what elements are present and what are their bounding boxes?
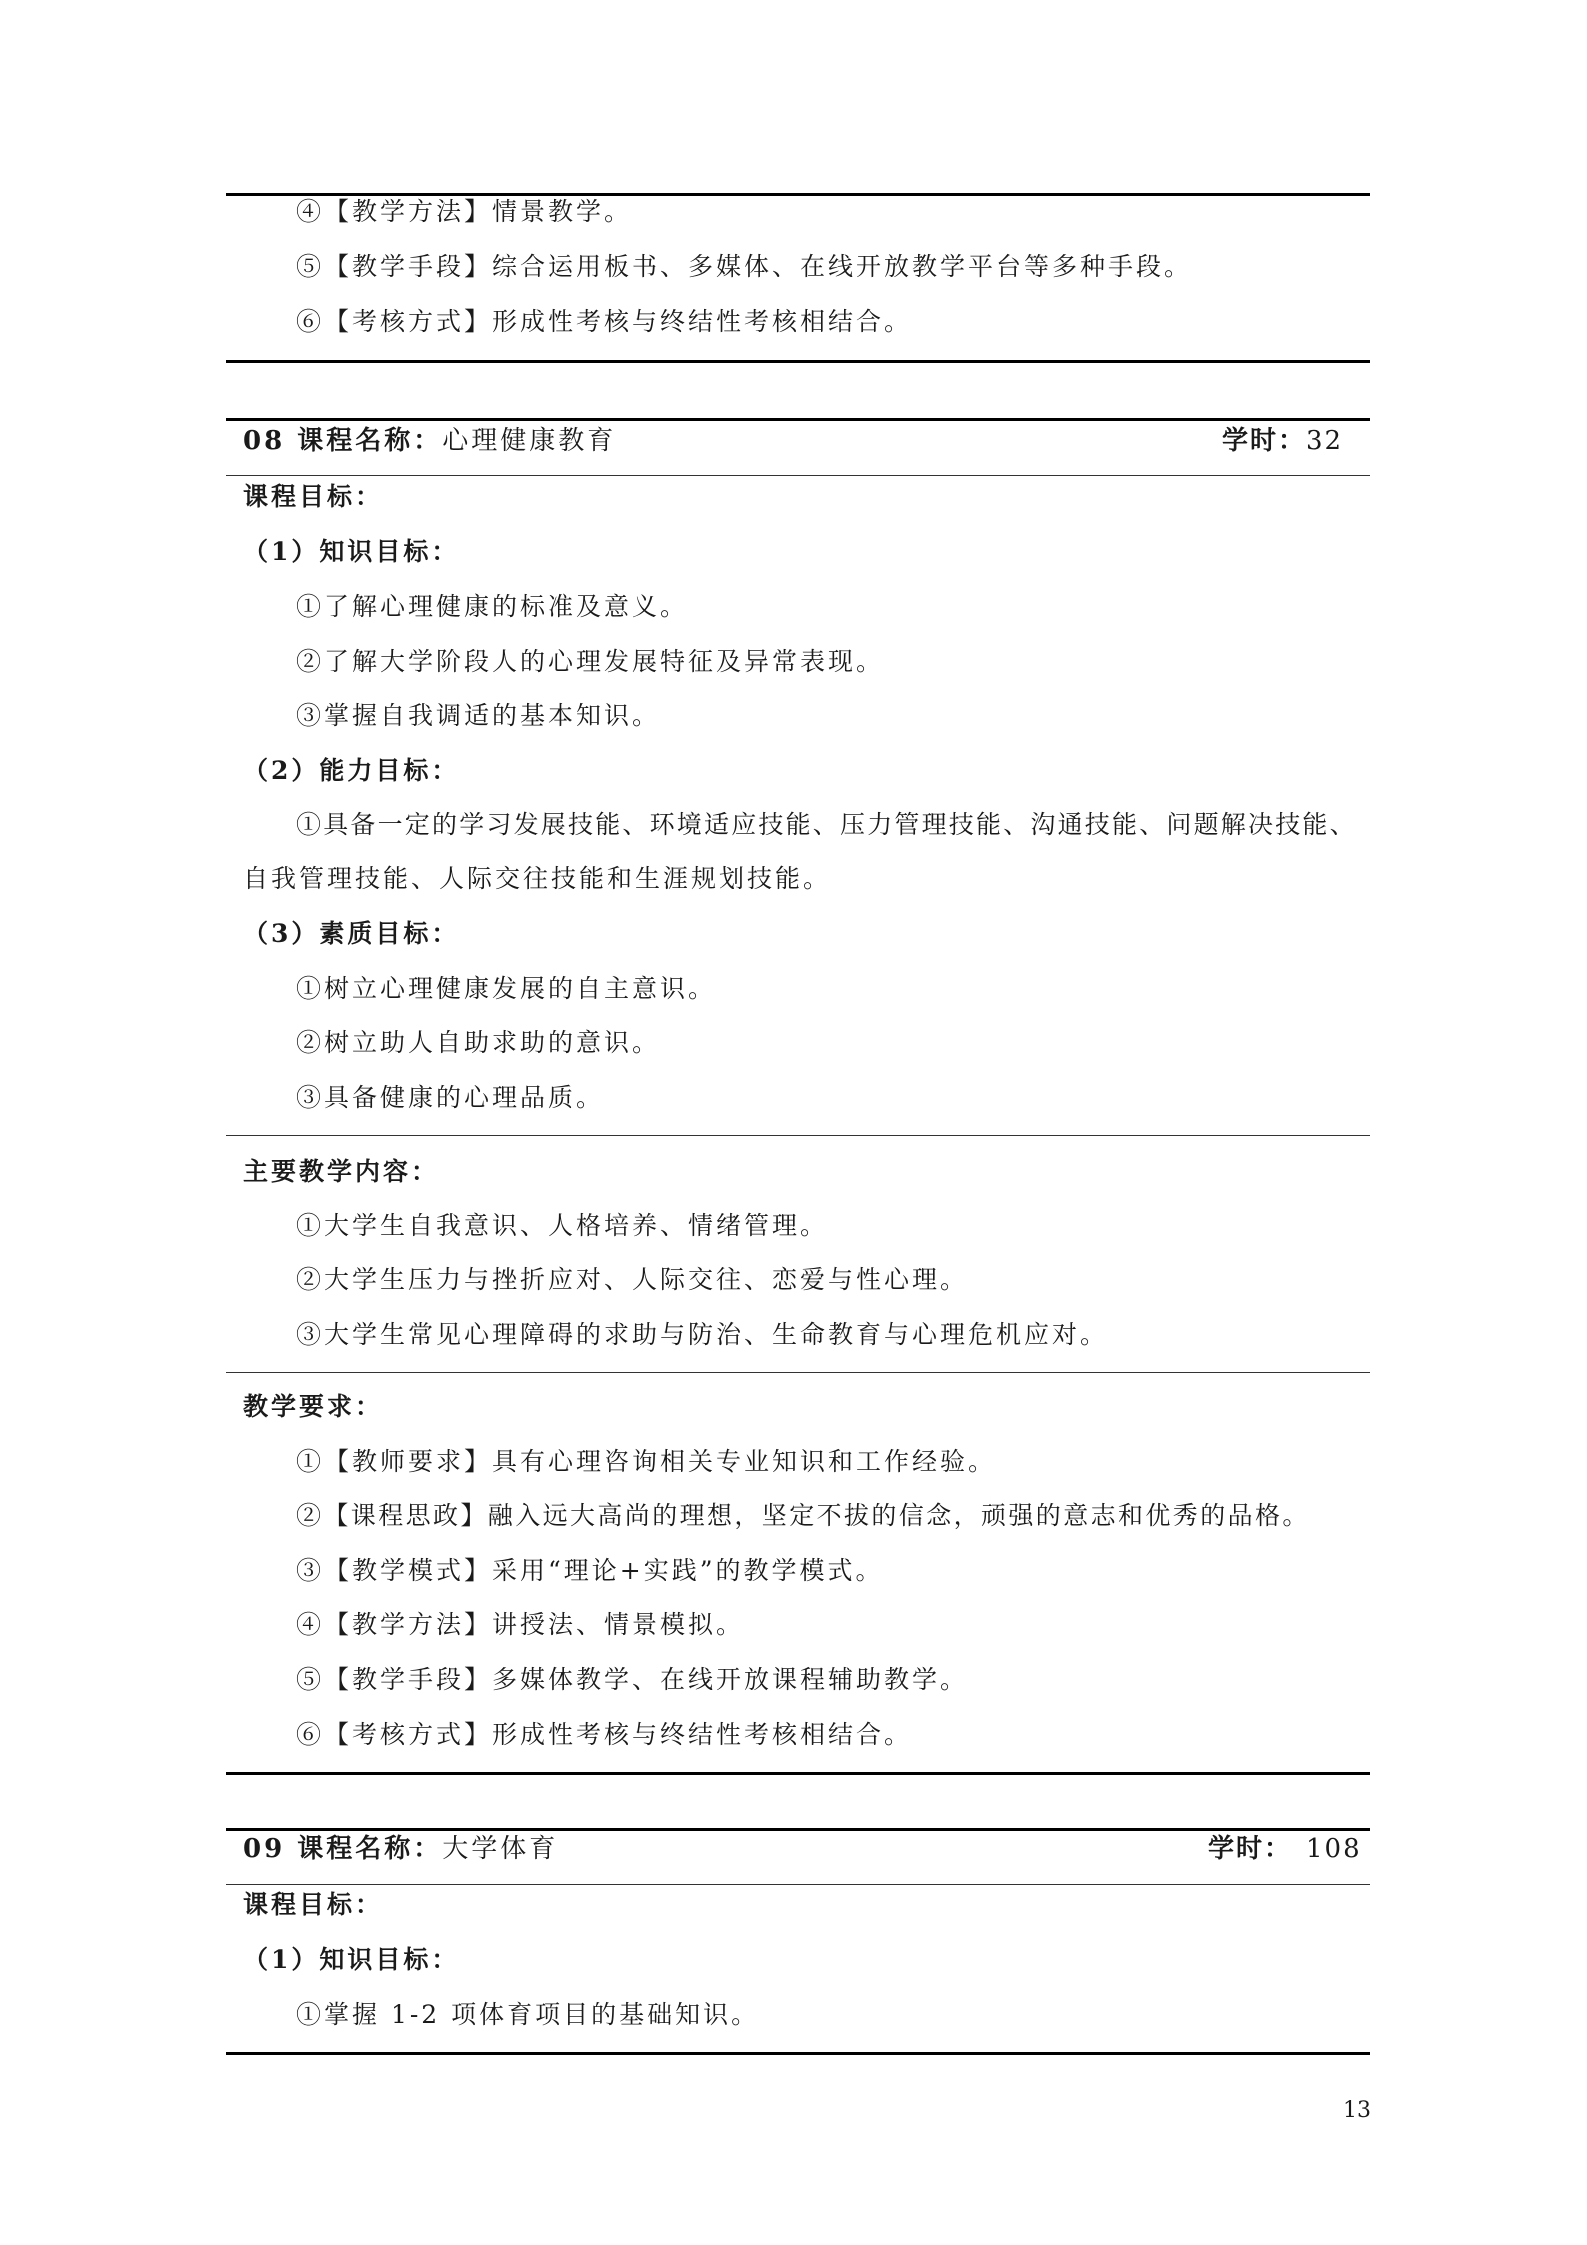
content-title: 主要教学内容：: [243, 1157, 440, 1186]
assessment-item: ⑥【考核方式】形成性考核与终结性考核相结合。: [296, 307, 913, 336]
knowledge-item: ②了解大学阶段人的心理发展特征及异常表现。: [296, 647, 885, 676]
table-border-top: [226, 1828, 1370, 1831]
quality-goals-title: [243, 917, 459, 951]
knowledge-goals-label: （1）知识目标：: [243, 1945, 460, 1974]
quality-item: ①树立心理健康发展的自主意识。: [296, 974, 717, 1003]
content-item: ②大学生压力与挫折应对、人际交往、恋爱与性心理。: [296, 1265, 969, 1294]
content-item: ①大学生自我意识、人格培养、情绪管理。: [296, 1211, 829, 1240]
knowledge-goals-label: （1）知识目标：: [243, 537, 460, 566]
ability-item-continued: 自我管理技能、人际交往技能和生涯规划技能。: [243, 864, 832, 893]
course-08-header: [243, 424, 616, 458]
course-name-label: 09 课程名称：: [243, 1834, 443, 1864]
ability-item: ①具备一定的学习发展技能、环境适应技能、压力管理技能、沟通技能、问题解决技能、: [296, 810, 1357, 839]
course-09-hours: [1208, 1832, 1362, 1866]
requirement-item: ①【教师要求】具有心理咨询相关专业知识和工作经验。: [296, 1447, 997, 1476]
quality-goals-label: （3）素质目标：: [243, 919, 460, 948]
requirement-item: ②【课程思政】融入远大高尚的理想，坚定不拔的信念，顽强的意志和优秀的品格。: [296, 1501, 1310, 1530]
knowledge-item: ①掌握 1-2 项体育项目的基础知识。: [296, 2000, 760, 2029]
table-border-top: [226, 418, 1370, 421]
teaching-method-item: ④【教学方法】情景教学。: [296, 197, 633, 226]
course-name: 心理健康教育: [442, 426, 617, 456]
row-divider: [226, 1884, 1370, 1885]
row-divider: [226, 1372, 1370, 1373]
course-name-label: 08 课程名称：: [243, 426, 443, 456]
ability-goals-title: [243, 754, 459, 788]
table-border-bottom: [226, 2052, 1370, 2055]
knowledge-item: ③掌握自我调适的基本知识。: [296, 701, 661, 730]
teaching-means-item: ⑤【教学手段】综合运用板书、多媒体、在线开放教学平台等多种手段。: [296, 252, 1193, 281]
requirement-item: ⑤【教学手段】多媒体教学、在线开放课程辅助教学。: [296, 1665, 969, 1694]
knowledge-item: ①了解心理健康的标准及意义。: [296, 592, 689, 621]
page-number: 13: [1343, 2098, 1371, 2123]
course-09-header: [243, 1832, 558, 1866]
requirement-item: ③【教学模式】采用“理论+实践”的教学模式。: [296, 1556, 884, 1585]
quality-item: ②树立助人自助求助的意识。: [296, 1028, 661, 1057]
hours-label: 学时：: [1222, 426, 1307, 456]
content-item: ③大学生常见心理障碍的求助与防治、生命教育与心理危机应对。: [296, 1320, 1109, 1349]
goals-title: 课程目标：: [243, 1890, 384, 1919]
quality-item: ③具备健康的心理品质。: [296, 1083, 605, 1112]
row-divider: [226, 475, 1370, 476]
requirement-item: ⑥【考核方式】形成性考核与终结性考核相结合。: [296, 1720, 913, 1749]
course-08-hours: [1222, 424, 1343, 458]
requirement-item: ④【教学方法】讲授法、情景模拟。: [296, 1610, 745, 1639]
course-name: 大学体育: [442, 1834, 559, 1864]
table-border-bottom: [226, 1772, 1370, 1775]
row-divider: [226, 1135, 1370, 1136]
goals-title: 课程目标：: [243, 482, 384, 511]
table-border-bottom: [226, 360, 1370, 363]
hours-value: 32: [1306, 426, 1344, 456]
hours-value: 108: [1306, 1834, 1362, 1864]
knowledge-goals-title: [243, 535, 459, 569]
hours-label: 学时：: [1208, 1834, 1293, 1864]
requirements-title: 教学要求：: [243, 1392, 384, 1421]
knowledge-goals-title: [243, 1943, 459, 1977]
ability-goals-label: （2）能力目标：: [243, 756, 460, 785]
